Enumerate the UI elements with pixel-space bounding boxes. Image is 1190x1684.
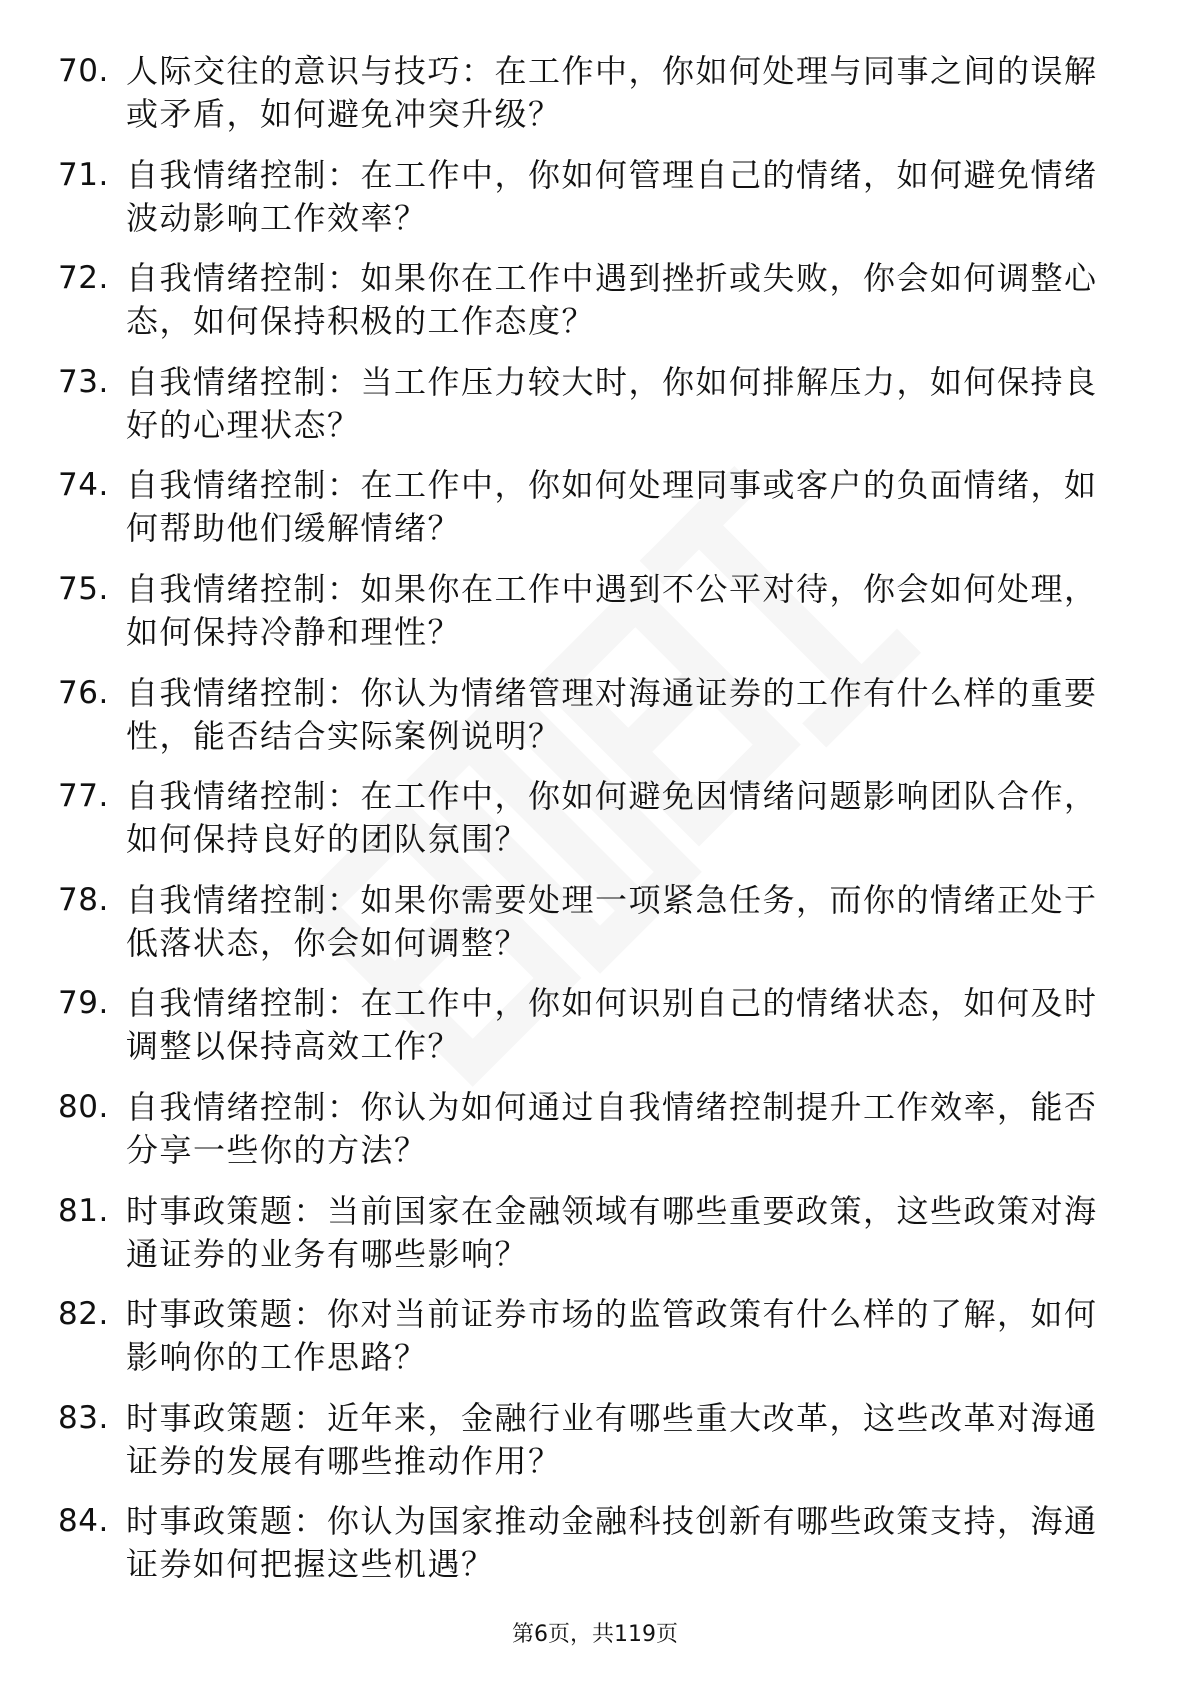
question-number: 70.: [58, 53, 109, 89]
question-item: [58, 568, 1128, 672]
question-number: 77.: [58, 778, 109, 815]
page-footer: 第6页，共119页: [512, 1622, 678, 1647]
question-text: 时事政策题：你对当前证券市场的监管政策有什么样的了解，如何影响你的工作思路？: [126, 1295, 1098, 1377]
question-number: 79.: [58, 985, 109, 1022]
question-text: 自我情绪控制：在工作中，你如何处理同事或客户的负面情绪，如何帮助他们缓解情绪？: [126, 466, 1098, 548]
question-item: [58, 1293, 1128, 1397]
question-number: 81.: [58, 1192, 109, 1229]
question-item: [58, 1500, 1128, 1604]
question-number: 71.: [58, 156, 109, 193]
question-item: [58, 154, 1128, 258]
question-item: [58, 361, 1128, 465]
question-item: [58, 775, 1128, 879]
question-number: 76.: [58, 674, 109, 711]
question-number: 78.: [58, 881, 109, 918]
question-number: 75.: [58, 570, 109, 607]
question-text: 自我情绪控制：在工作中，你如何识别自己的情绪状态，如何及时调整以保持高效工作？: [126, 984, 1098, 1066]
question-item: [58, 464, 1128, 568]
question-item: [58, 50, 1128, 154]
question-text: 自我情绪控制：在工作中，你如何避免因情绪问题影响团队合作，如何保持良好的团队氛围？: [126, 777, 1098, 859]
question-item: [58, 1397, 1128, 1501]
question-number: 74.: [58, 467, 109, 504]
question-text: 人际交往的意识与技巧：在工作中，你如何处理与同事之间的误解或矛盾，如何避免冲突升级？: [126, 52, 1098, 133]
question-item: [58, 1190, 1128, 1294]
question-text: 自我情绪控制：如果你在工作中遇到挫折或失败，你会如何调整心态，如何保持积极的工作态度？: [126, 259, 1098, 341]
question-number: 84.: [58, 1503, 109, 1540]
question-text: 时事政策题：当前国家在金融领域有哪些重要政策，这些政策对海通证券的业务有哪些影响？: [126, 1191, 1098, 1273]
question-item: [58, 982, 1128, 1086]
question-number: 80.: [58, 1088, 109, 1125]
question-text: 自我情绪控制：当工作压力较大时，你如何排解压力，如何保持良好的心理状态？: [126, 362, 1098, 444]
question-item: [58, 672, 1128, 776]
question-item: [58, 1086, 1128, 1190]
question-item: [58, 879, 1128, 983]
question-number: 72.: [58, 260, 109, 297]
question-text: 时事政策题：近年来，金融行业有哪些重大改革，这些改革对海通证券的发展有哪些推动作用？: [126, 1398, 1098, 1480]
question-number: 82.: [58, 1296, 109, 1333]
question-text: 时事政策题：你认为国家推动金融科技创新有哪些政策支持，海通证券如何把握这些机遇？: [126, 1502, 1098, 1584]
question-text: 自我情绪控制：如果你需要处理一项紧急任务，而你的情绪正处于低落状态，你会如何调整？: [126, 880, 1098, 962]
question-number: 83.: [58, 1399, 109, 1436]
question-text: 自我情绪控制：你认为情绪管理对海通证券的工作有什么样的重要性，能否结合实际案例说明？: [126, 673, 1098, 755]
question-number: 73.: [58, 363, 109, 400]
question-text: 自我情绪控制：如果你在工作中遇到不公平对待，你会如何处理，如何保持冷静和理性？: [126, 569, 1098, 651]
question-list: [58, 50, 1128, 1604]
question-text: 自我情绪控制：你认为如何通过自我情绪控制提升工作效率，能否分享一些你的方法？: [126, 1087, 1098, 1169]
question-item: [58, 257, 1128, 361]
question-text: 自我情绪控制：在工作中，你如何管理自己的情绪，如何避免情绪波动影响工作效率？: [126, 155, 1098, 237]
